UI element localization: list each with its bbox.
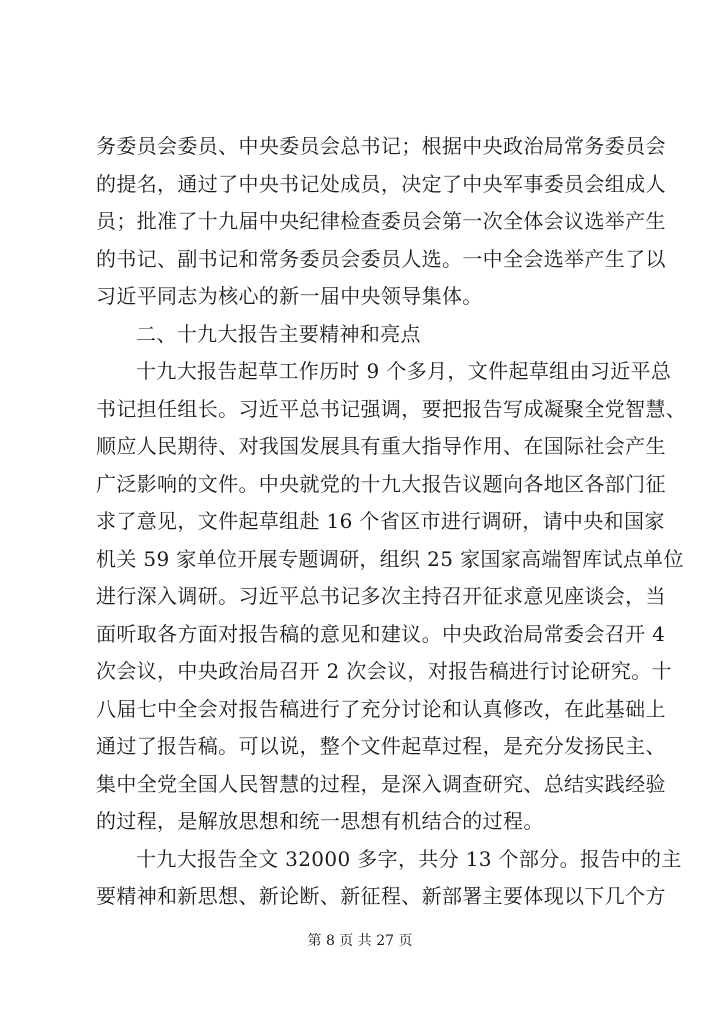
body-line: 的过程，是解放思想和统一思想有机结合的过程。 [96,809,544,833]
body-line: 八届七中全会对报告稿进行了充分讨论和认真修改，在此基础上 [96,696,666,721]
paragraph-start-line: 十九大报告全文 32000 多字，共分 13 个部分。报告中的主 [136,846,682,871]
body-line: 员；批准了十九届中央纪律检查委员会第一次全体会议选举产生 [96,209,666,233]
page-number-footer: 第 8 页 共 27 页 [307,933,413,949]
body-line: 要精神和新思想、新论断、新征程、新部署主要体现以下几个方 [96,884,666,908]
body-line: 集中全党全国人民智慧的过程，是深入调查研究、总结实践经验 [96,771,666,796]
body-line: 求了意见，文件起草组赴 16 个省区市进行调研，请中央和国家 [96,509,665,533]
document-body [96,128,687,916]
body-line: 面听取各方面对报告稿的意见和建议。中央政治局常委会召开 4 [96,621,666,646]
body-line: 次会议，中央政治局召开 2 次会议，对报告稿进行讨论研究。十 [96,659,672,683]
body-line: 务委员会委员、中央委员会总书记；根据中央政治局常务委员会 [96,134,666,158]
paragraph-start-line: 十九大报告起草工作历时 9 个多月，文件起草组由习近平总 [136,359,672,383]
body-line: 广泛影响的文件。中央就党的十九大报告议题向各地区各部门征 [96,471,666,496]
body-line: 机关 59 家单位开展专题调研，组织 25 家国家高端智库试点单位 [96,546,684,571]
body-line: 的提名，通过了中央书记处成员，决定了中央军事委员会组成人 [96,171,666,196]
section-heading: 二、十九大报告主要精神和亮点 [136,321,421,346]
body-line: 书记担任组长。习近平总书记强调，要把报告写成凝聚全党智慧、 [96,396,687,421]
body-line: 通过了报告稿。可以说，整个文件起草过程，是充分发扬民主、 [96,734,666,758]
body-line: 顺应人民期待、对我国发展具有重大指导作用、在国际社会产生 [96,434,666,458]
body-line: 的书记、副书记和常务委员会委员人选。一中全会选举产生了以 [96,246,666,271]
body-line: 进行深入调研。习近平总书记多次主持召开征求意见座谈会，当 [96,584,666,608]
body-line: 习近平同志为核心的新一届中央领导集体。 [96,284,483,308]
